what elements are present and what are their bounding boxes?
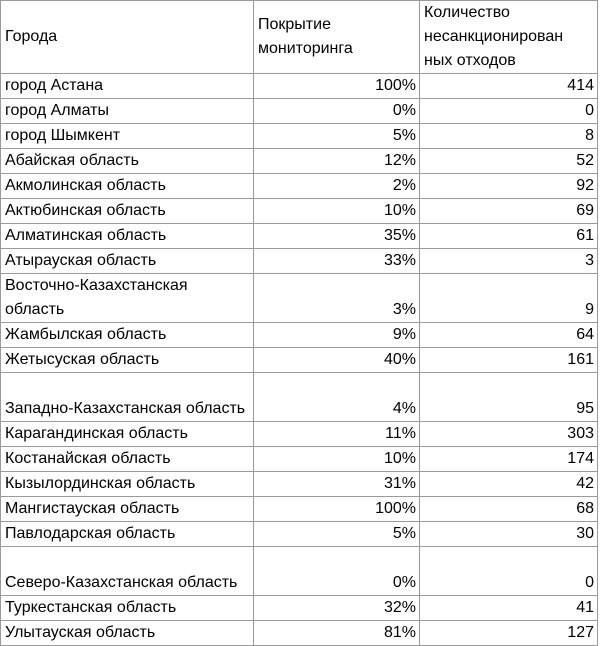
cell-unauthorized-waste-count: 0 [420, 547, 598, 596]
cell-monitoring-coverage: 9% [254, 323, 420, 348]
table-row [1, 373, 598, 422]
cell-monitoring-coverage: 10% [254, 199, 420, 224]
cell-region-name: Западно-Казахстанская область [1, 373, 254, 422]
cell-monitoring-coverage: 10% [254, 447, 420, 472]
cell-unauthorized-waste-count: 3 [420, 249, 598, 274]
cell-region-name: Костанайская область [1, 447, 254, 472]
cell-monitoring-coverage: 40% [254, 348, 420, 373]
cell-monitoring-coverage: 35% [254, 224, 420, 249]
cell-unauthorized-waste-count: 127 [420, 621, 598, 646]
cell-unauthorized-waste-count: 9 [420, 274, 598, 323]
cell-region-name: Жетысуская область [1, 348, 254, 373]
cell-region-name: Туркестанская область [1, 596, 254, 621]
cell-region-name: Восточно-Казахстанская область [1, 274, 254, 323]
table-row [1, 199, 598, 224]
cell-monitoring-coverage: 3% [254, 274, 420, 323]
cell-monitoring-coverage: 100% [254, 74, 420, 99]
cell-region-name: Павлодарская область [1, 522, 254, 547]
table-row [1, 522, 598, 547]
table-row [1, 149, 598, 174]
table-row [1, 124, 598, 149]
cell-monitoring-coverage: 33% [254, 249, 420, 274]
table-header-row [1, 1, 598, 74]
cell-region-name: Жамбылская область [1, 323, 254, 348]
cell-monitoring-coverage: 5% [254, 522, 420, 547]
cell-unauthorized-waste-count: 42 [420, 472, 598, 497]
cell-unauthorized-waste-count: 0 [420, 99, 598, 124]
cell-region-name: Абайская область [1, 149, 254, 174]
cell-unauthorized-waste-count: 8 [420, 124, 598, 149]
cell-monitoring-coverage: 32% [254, 596, 420, 621]
cell-unauthorized-waste-count: 52 [420, 149, 598, 174]
cell-region-name: Атырауская область [1, 249, 254, 274]
table-body [1, 74, 598, 646]
cell-region-name: Мангистауская область [1, 497, 254, 522]
cell-monitoring-coverage: 4% [254, 373, 420, 422]
cell-region-name: город Шымкент [1, 124, 254, 149]
cell-region-name: Актюбинская область [1, 199, 254, 224]
cell-unauthorized-waste-count: 414 [420, 74, 598, 99]
table-row [1, 74, 598, 99]
cell-region-name: Кызылординская область [1, 472, 254, 497]
cell-region-name: город Астана [1, 74, 254, 99]
column-header-unauthorized-waste-count: Количество несанкционирован ных отходов [420, 1, 598, 74]
table-row [1, 472, 598, 497]
table-row [1, 621, 598, 646]
cell-monitoring-coverage: 81% [254, 621, 420, 646]
table-row [1, 547, 598, 596]
table-row [1, 249, 598, 274]
cell-monitoring-coverage: 12% [254, 149, 420, 174]
cell-unauthorized-waste-count: 61 [420, 224, 598, 249]
cell-region-name: Акмолинская область [1, 174, 254, 199]
cell-region-name: Алматинская область [1, 224, 254, 249]
table-row [1, 274, 598, 323]
table-row [1, 99, 598, 124]
cell-region-name: город Алматы [1, 99, 254, 124]
cell-region-name: Улытауская область [1, 621, 254, 646]
cell-monitoring-coverage: 31% [254, 472, 420, 497]
cell-unauthorized-waste-count: 95 [420, 373, 598, 422]
cell-unauthorized-waste-count: 69 [420, 199, 598, 224]
cell-unauthorized-waste-count: 64 [420, 323, 598, 348]
cell-monitoring-coverage: 100% [254, 497, 420, 522]
cell-unauthorized-waste-count: 30 [420, 522, 598, 547]
cell-unauthorized-waste-count: 68 [420, 497, 598, 522]
table-row [1, 224, 598, 249]
table-row [1, 447, 598, 472]
column-header-monitoring-coverage: Покрытие мониторинга [254, 1, 420, 74]
cell-unauthorized-waste-count: 174 [420, 447, 598, 472]
cell-unauthorized-waste-count: 41 [420, 596, 598, 621]
cell-region-name: Карагандинская область [1, 422, 254, 447]
cell-monitoring-coverage: 0% [254, 547, 420, 596]
cell-monitoring-coverage: 2% [254, 174, 420, 199]
table-row [1, 422, 598, 447]
cell-unauthorized-waste-count: 161 [420, 348, 598, 373]
column-header-cities: Города [1, 1, 254, 74]
cell-unauthorized-waste-count: 92 [420, 174, 598, 199]
table-row [1, 497, 598, 522]
table-row [1, 348, 598, 373]
table-row [1, 174, 598, 199]
cell-monitoring-coverage: 11% [254, 422, 420, 447]
cell-monitoring-coverage: 0% [254, 99, 420, 124]
cell-region-name: Северо-Казахстанская область [1, 547, 254, 596]
cell-monitoring-coverage: 5% [254, 124, 420, 149]
table-row [1, 323, 598, 348]
table-row [1, 596, 598, 621]
cell-unauthorized-waste-count: 303 [420, 422, 598, 447]
